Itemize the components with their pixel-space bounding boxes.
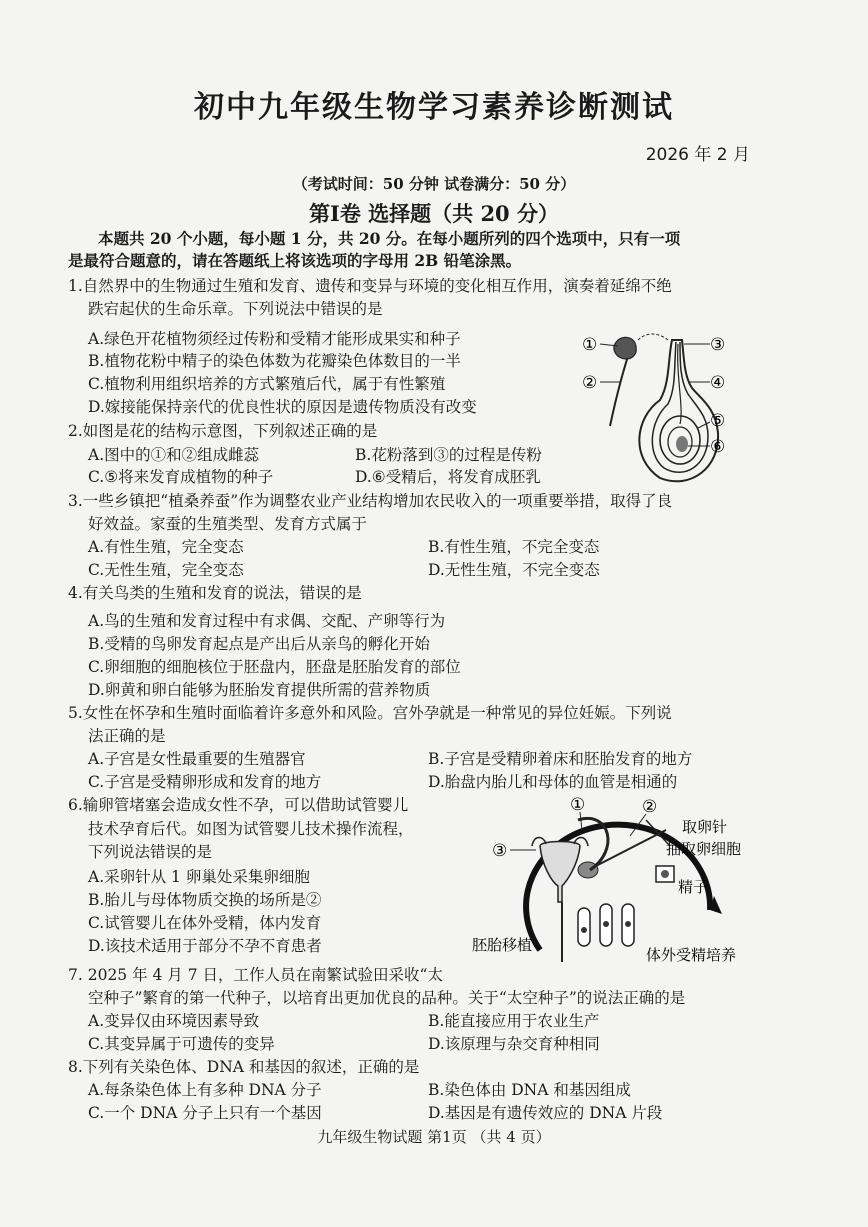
q3-option-b: B.有性生殖，不完全变态	[428, 538, 600, 556]
fig2-label-embryo-transfer: 胚胎移植	[472, 936, 533, 954]
q4-option-b: B.受精的鸟卵发育起点是产出后从亲鸟的孵化开始	[88, 635, 430, 653]
q3-stem-line-1: 3.一些乡镇把“植桑养蚕”作为调整农业产业结构增加农民收入的一项重要举措，取得了良	[68, 492, 673, 510]
q8-stem: 8.下列有关染色体、DNA 和基因的叙述，正确的是	[68, 1058, 420, 1076]
q8-option-d: D.基因是有遗传效应的 DNA 片段	[428, 1104, 663, 1122]
q5-option-a: A.子宫是女性最重要的生殖器官	[88, 750, 306, 768]
fig1-label-2: ②	[582, 373, 598, 393]
q8-option-b: B.染色体由 DNA 和基因组成	[428, 1081, 631, 1099]
fig2-label-extract-eggs: 抽取卵细胞	[666, 840, 742, 858]
q3-stem-line-2: 好效益。家蚕的生殖类型、发育方式属于	[88, 515, 368, 533]
exam-date: 2026 年 2 月	[645, 145, 750, 165]
page-footer: 九年级生物试题 第1页 （共 4 页）	[317, 1128, 551, 1146]
q7-option-b: B.能直接应用于农业生产	[428, 1012, 600, 1030]
q5-stem-line-2: 法正确的是	[88, 727, 166, 745]
q1-option-d: D.嫁接能保持亲代的优良性状的原因是遗传物质没有改变	[88, 398, 477, 416]
q5-option-c: C.子宫是受精卵形成和发育的地方	[88, 773, 322, 791]
q1-option-a: A.绿色开花植物须经过传粉和受精才能形成果实和种子	[88, 330, 461, 348]
q4-stem: 4.有关鸟类的生殖和发育的说法，错误的是	[68, 584, 362, 602]
fig1-label-3: ③	[710, 335, 726, 355]
q5-option-b: B.子宫是受精卵着床和胚胎发育的地方	[428, 750, 693, 768]
q8-option-a: A.每条染色体上有多种 DNA 分子	[88, 1081, 322, 1099]
q7-stem-line-2: 空种子”繁育的第一代种子，以培育出更加优良的品种。关于“太空种子”的说法正确的是	[88, 989, 686, 1007]
fig2-label-sperm: 精子	[678, 878, 709, 896]
q7-option-a: A.变异仅由环境因素导致	[88, 1012, 260, 1030]
q2-option-c: C.⑤将来发育成植物的种子	[88, 468, 274, 486]
q4-option-c: C.卵细胞的细胞核位于胚盘内，胚盘是胚胎发育的部位	[88, 658, 461, 676]
q5-stem-line-1: 5.女性在怀孕和生殖时面临着许多意外和风险。宫外孕就是一种常见的异位妊娠。下列说	[68, 704, 672, 722]
fig2-label-needle: 取卵针	[682, 818, 728, 836]
fig2-label-ivf-culture: 体外受精培养	[646, 946, 737, 964]
fig1-label-6: ⑥	[710, 437, 726, 457]
q1-stem-line-2: 跌宕起伏的生命乐章。下列说法中错误的是	[88, 300, 383, 318]
q6-stem-line-1: 6.输卵管堵塞会造成女性不孕，可以借助试管婴儿	[68, 796, 409, 814]
fig1-label-5: ⑤	[710, 411, 726, 431]
fig1-label-4: ④	[710, 373, 726, 393]
q2-option-d: D.⑥受精后，将发育成胚乳	[355, 468, 541, 486]
q3-option-a: A.有性生殖，完全变态	[88, 538, 244, 556]
ivf-process-figure	[470, 790, 790, 970]
q1-stem-line-1: 1.自然界中的生物通过生殖和发育、遗传和变异与环境的变化相互作用，演奏着延绵不绝	[68, 277, 672, 295]
q6-option-b: B.胎儿与母体物质交换的场所是②	[88, 891, 322, 909]
q5-option-d: D.胎盘内胎儿和母体的血管是相通的	[428, 773, 678, 791]
fig2-number-2: ②	[642, 797, 658, 817]
instruction-line-2: 是最符合题意的，请在答题纸上将该选项的字母用 2B 铅笔涂黑。	[68, 251, 522, 270]
q6-stem-line-2: 技术孕育后代。如图为试管婴儿技术操作流程，	[88, 820, 414, 838]
fig2-number-1: ①	[570, 795, 586, 815]
q6-option-a: A.采卵针从 1 卵巢处采集卵细胞	[88, 868, 310, 886]
q7-option-c: C.其变异属于可遗传的变异	[88, 1035, 275, 1053]
fig1-label-1: ①	[582, 335, 598, 355]
exam-title: 初中九年级生物学习素养诊断测试	[194, 90, 674, 125]
q4-option-a: A.鸟的生殖和发育过程中有求偶、交配、产卵等行为	[88, 612, 446, 630]
q6-option-c: C.试管婴儿在体外受精，体内发育	[88, 914, 322, 932]
q1-option-c: C.植物利用组织培养的方式繁殖后代，属于有性繁殖	[88, 375, 446, 393]
q2-stem: 2.如图是花的结构示意图，下列叙述正确的是	[68, 422, 378, 440]
q2-option-b: B.花粉落到③的过程是传粉	[355, 446, 542, 464]
q3-option-d: D.无性生殖，不完全变态	[428, 561, 600, 579]
q8-option-c: C.一个 DNA 分子上只有一个基因	[88, 1104, 322, 1122]
instruction-line-1: 本题共 20 个小题，每小题 1 分，共 20 分。在每小题所列的四个选项中，只有一项	[98, 229, 681, 248]
exam-info: （考试时间：50 分钟 试卷满分：50 分）	[292, 175, 576, 193]
fig2-number-3: ③	[492, 841, 508, 861]
q6-option-d: D.该技术适用于部分不孕不育患者	[88, 937, 322, 955]
q7-stem-line-1: 7. 2025 年 4 月 7 日，工作人员在南繁试验田采收“太	[68, 966, 443, 984]
q6-stem-line-3: 下列说法错误的是	[88, 843, 213, 861]
q4-option-d: D.卵黄和卵白能够为胚胎发育提供所需的营养物质	[88, 681, 431, 699]
q2-option-a: A.图中的①和②组成雌蕊	[88, 446, 260, 464]
q7-option-d: D.该原理与杂交育种相同	[428, 1035, 600, 1053]
flower-structure-figure	[580, 328, 730, 488]
q3-option-c: C.无性生殖，完全变态	[88, 561, 244, 579]
q1-option-b: B.植物花粉中精子的染色体数为花瓣染色体数目的一半	[88, 352, 461, 370]
section-title: 第Ⅰ卷 选择题（共 20 分）	[309, 201, 559, 226]
